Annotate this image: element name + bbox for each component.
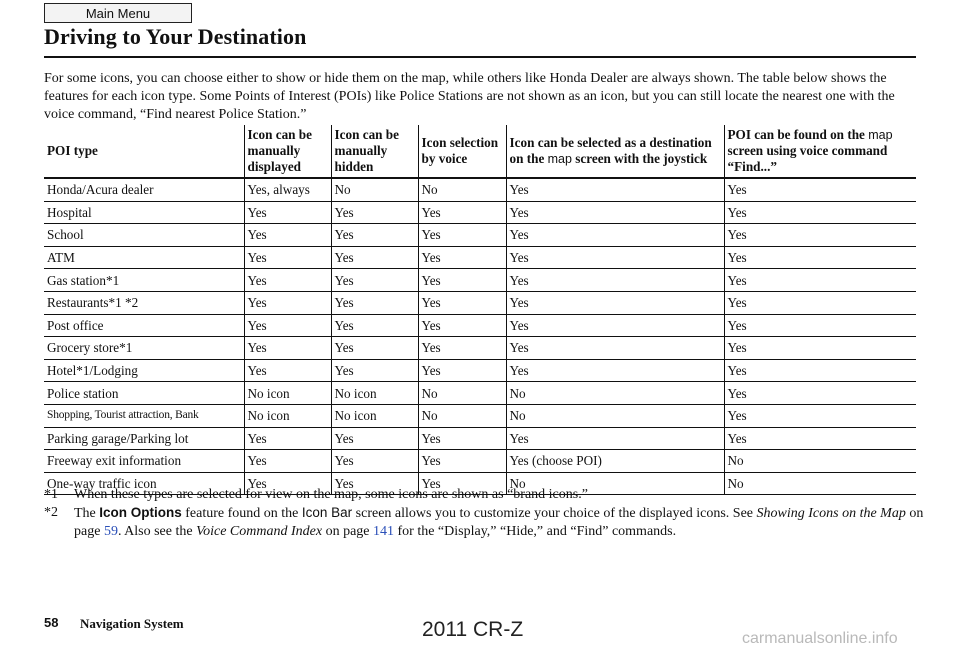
table-body	[44, 178, 916, 495]
poi-type-cell: Honda/Acura dealer	[44, 178, 244, 201]
table-row	[44, 178, 916, 201]
table-cell: Yes	[244, 224, 331, 247]
map-screen-term: map	[547, 152, 572, 166]
text-run: feature found on the	[181, 506, 302, 521]
footnote-text	[74, 504, 924, 541]
poi-type-cell: Restaurants*1 *2	[44, 291, 244, 314]
table-cell: Yes	[244, 337, 331, 360]
table-cell: Yes	[331, 246, 418, 269]
table-cell: Yes	[724, 246, 916, 269]
reference-voice-command-index: Voice Command Index	[196, 524, 323, 539]
text-run: screen allows you to customize your choice of the displayed icons. See	[352, 506, 757, 521]
table-row	[44, 201, 916, 224]
icon-bar-term: Icon Bar	[301, 505, 353, 520]
table-cell: Yes	[331, 269, 418, 292]
table-cell: Yes	[331, 224, 418, 247]
table-row	[44, 337, 916, 360]
header-text: Icon can be selected as a destination on the	[509, 135, 712, 166]
table-cell: No	[331, 178, 418, 201]
table-cell: Yes	[418, 427, 506, 450]
table-cell: Yes	[506, 314, 724, 337]
table-cell: Yes	[331, 314, 418, 337]
header-manually-displayed: Icon can be manually displayed	[244, 125, 331, 178]
table-cell: No	[506, 404, 724, 427]
table-row	[44, 246, 916, 269]
table-cell: Yes	[724, 291, 916, 314]
table-cell: No	[724, 472, 916, 495]
page-title: Driving to Your Destination	[44, 24, 307, 49]
footnote-text: When these types are selected for view on the map, some icons are shown as “brand icons.”	[74, 487, 588, 502]
poi-type-cell: Post office	[44, 314, 244, 337]
table-cell: No	[506, 472, 724, 495]
poi-type-cell: Gas station*1	[44, 269, 244, 292]
table-cell: No	[418, 178, 506, 201]
model-watermark: 2011 CR-Z	[422, 618, 524, 641]
poi-type-cell: Parking garage/Parking lot	[44, 427, 244, 450]
table-cell: Yes	[418, 359, 506, 382]
table-cell: Yes	[506, 178, 724, 201]
table-cell: No	[418, 382, 506, 405]
footnotes	[44, 486, 924, 541]
table-row	[44, 291, 916, 314]
table-cell: Yes	[331, 472, 418, 495]
table-cell: Yes	[506, 337, 724, 360]
table-cell: No	[724, 450, 916, 473]
table-cell: No icon	[244, 404, 331, 427]
table-cell: Yes	[331, 337, 418, 360]
table-cell: Yes	[506, 201, 724, 224]
table-cell: Yes	[331, 291, 418, 314]
poi-type-cell: Hotel*1/Lodging	[44, 359, 244, 382]
poi-type-cell: ATM	[44, 246, 244, 269]
table-cell: Yes	[331, 427, 418, 450]
page-link-59[interactable]: 59	[103, 524, 118, 539]
header-manually-hidden: Icon can be manually hidden	[331, 125, 418, 178]
table-cell: Yes	[244, 201, 331, 224]
table-cell: Yes, always	[244, 178, 331, 201]
header-poi-type: POI type	[44, 125, 244, 178]
table-cell: Yes	[418, 246, 506, 269]
table-cell: Yes	[724, 178, 916, 201]
text-run: for the “Display,” “Hide,” and “Find” commands.	[394, 524, 677, 539]
table-header-row	[44, 125, 916, 178]
text-run: on page	[322, 524, 373, 539]
table-cell: Yes	[506, 224, 724, 247]
table-cell: Yes	[506, 359, 724, 382]
text-run: . Also see the	[117, 524, 197, 539]
table-cell: Yes	[244, 427, 331, 450]
poi-type-cell: Shopping, Tourist attraction, Bank	[44, 404, 244, 427]
table-cell: Yes	[418, 201, 506, 224]
table-cell: Yes	[418, 269, 506, 292]
poi-type-cell: Freeway exit information	[44, 450, 244, 473]
table-cell: Yes	[418, 291, 506, 314]
table-cell: Yes	[724, 201, 916, 224]
footnote-marker: *2	[44, 505, 58, 520]
header-text: POI can be found on the	[727, 127, 869, 142]
table-cell: Yes	[244, 472, 331, 495]
table-cell: Yes	[331, 450, 418, 473]
table-cell: No icon	[331, 404, 418, 427]
table-row	[44, 269, 916, 292]
table-cell: No icon	[331, 382, 418, 405]
poi-type-cell: One-way traffic icon	[44, 472, 244, 495]
header-voice-find	[724, 125, 916, 178]
table-cell: No	[418, 404, 506, 427]
table-cell: Yes	[724, 269, 916, 292]
table-row	[44, 224, 916, 247]
title-divider	[44, 56, 916, 58]
table-row	[44, 314, 916, 337]
footnote-2	[44, 504, 924, 541]
table-cell: Yes	[418, 472, 506, 495]
text-run: The	[74, 506, 100, 521]
table-cell: Yes	[418, 224, 506, 247]
table-cell: Yes	[331, 201, 418, 224]
table-cell: Yes	[724, 359, 916, 382]
table-cell: Yes	[244, 291, 331, 314]
map-screen-term: map	[868, 128, 893, 142]
table-cell: No icon	[244, 382, 331, 405]
table-cell: No	[506, 382, 724, 405]
page-number: 58	[44, 615, 59, 630]
table-cell: Yes	[724, 224, 916, 247]
table-row	[44, 427, 916, 450]
poi-feature-table	[44, 125, 916, 495]
table-row	[44, 404, 916, 427]
footnote-marker: *1	[44, 487, 58, 502]
footer-section-title: Navigation System	[80, 616, 184, 631]
table-cell: Yes	[244, 269, 331, 292]
table-cell: Yes (choose POI)	[506, 450, 724, 473]
table-row	[44, 359, 916, 382]
table-cell: Yes	[724, 427, 916, 450]
reference-showing-icons: Showing Icons on the Map	[756, 506, 906, 521]
table-cell: Yes	[724, 404, 916, 427]
table-cell: Yes	[418, 314, 506, 337]
header-text: screen using voice command “Find...”	[727, 143, 888, 174]
table-cell: Yes	[506, 269, 724, 292]
table-row	[44, 382, 916, 405]
table-cell: Yes	[244, 246, 331, 269]
site-watermark: carmanualsonline.info	[742, 630, 898, 647]
table-row	[44, 450, 916, 473]
table-cell: Yes	[506, 246, 724, 269]
poi-type-cell: Hospital	[44, 201, 244, 224]
table-cell: Yes	[724, 337, 916, 360]
table-cell: Yes	[418, 337, 506, 360]
icon-options-term: Icon Options	[99, 505, 182, 520]
table-cell: Yes	[724, 314, 916, 337]
poi-type-cell: Grocery store*1	[44, 337, 244, 360]
intro-paragraph: For some icons, you can choose either to show or hide them on the map, while others like Honda Dealer are always shown. The table below shows the features for each icon type. Some Points of Interest (POIs) like Police Stations are not shown as an icon, but you can still locate the nearest one with the voice command, “Find nearest Police Station.”	[44, 71, 895, 122]
page-link-141[interactable]: 141	[373, 524, 394, 539]
table-cell: Yes	[506, 291, 724, 314]
table-cell: Yes	[244, 314, 331, 337]
table-cell: Yes	[724, 382, 916, 405]
text-run: on page	[74, 506, 924, 539]
table-cell: Yes	[244, 359, 331, 382]
header-selectable-joystick	[506, 125, 724, 178]
table-cell: Yes	[418, 450, 506, 473]
poi-type-cell: School	[44, 224, 244, 247]
header-text: screen with the joystick	[571, 151, 708, 166]
table-cell: Yes	[331, 359, 418, 382]
main-menu-button[interactable]: Main Menu	[44, 3, 192, 23]
footnote-1	[44, 486, 924, 504]
header-selection-by-voice: Icon selection by voice	[418, 125, 506, 178]
table-cell: Yes	[506, 427, 724, 450]
poi-type-cell: Police station	[44, 382, 244, 405]
table-cell: Yes	[244, 450, 331, 473]
